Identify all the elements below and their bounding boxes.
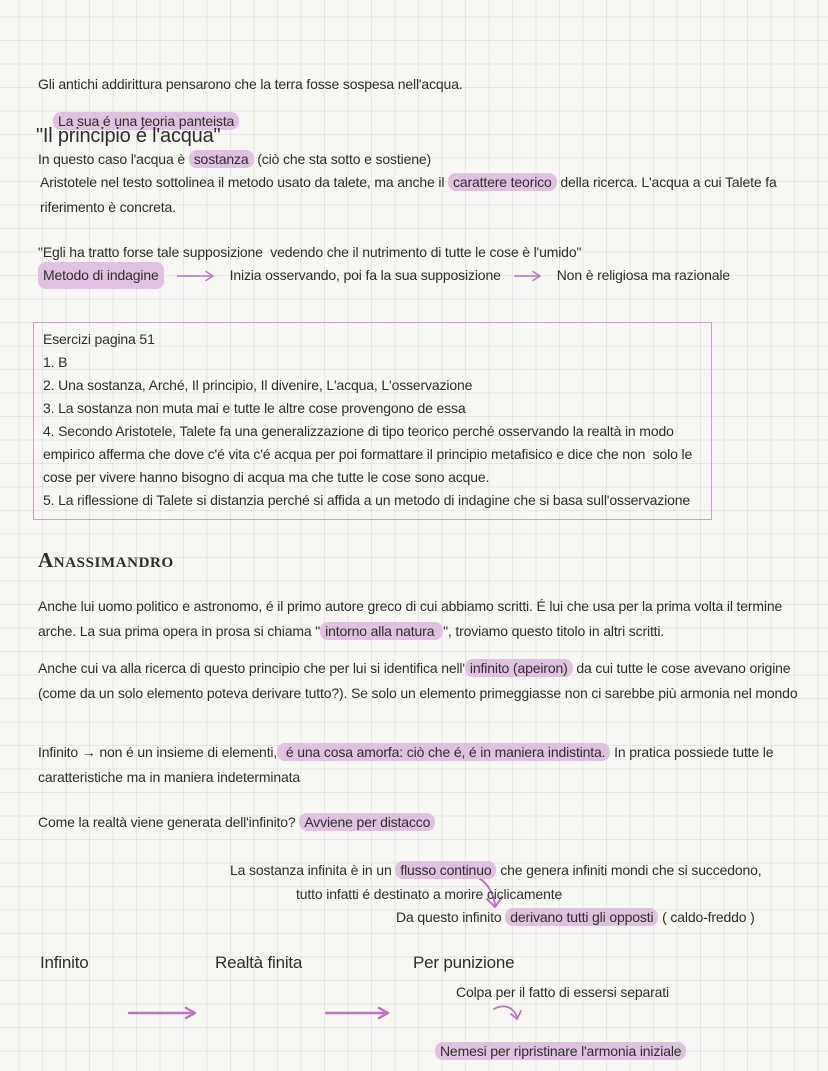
highlight-sostanza: sostanza bbox=[189, 150, 254, 168]
arrow-right-pink-icon bbox=[128, 956, 202, 1070]
aristotele-paragraph bbox=[40, 170, 812, 220]
diagram-node-per-punizione: Per punizione bbox=[413, 953, 515, 972]
humid-quote: "Egli ha tratto forse tale supposizione vedendo che il nutrimento di tutte le cose è l'umido" bbox=[38, 244, 582, 260]
principle-quote: "Il principio é l'acqua" bbox=[36, 125, 221, 147]
intro-line-2-post: (ciò che sta sotto e sostiene) bbox=[253, 151, 431, 167]
exercises-title: Esercizi pagina 51 bbox=[43, 331, 155, 347]
highlight-carattere-teorico: carattere teorico bbox=[448, 173, 557, 191]
intro-line-1: Gli antichi addirittura pensarono che la terra fosse sospesa nell'acqua. bbox=[38, 76, 463, 92]
intro-line-2-pre: In questo caso l'acqua è bbox=[38, 151, 189, 167]
exercise-item: 1. B bbox=[43, 354, 68, 370]
bio-post: ", troviamo questo titolo in altri scritti. bbox=[443, 623, 665, 639]
arrow-right-icon bbox=[176, 270, 218, 282]
highlight-cosa-amorfa: é una cosa amorfa: ciò che é, é in maniera indistinta. bbox=[277, 743, 610, 761]
amorfa-pre: Infinito → non é un insieme di elementi, bbox=[38, 744, 278, 760]
bio-pre: Anche lui uomo politico e astronomo, é il primo autore greco di cui abbiamo scritti. É lui che usa per la prima volta il termine arche. La sua prima opera in prosa si chiama " bbox=[38, 598, 786, 639]
apeiron-pre: Anche cui va alla ricerca di questo principio che per lui si identifica nell' bbox=[38, 660, 465, 676]
highlight-avviene-per-distacco: Avviene per distacco bbox=[299, 813, 435, 831]
amorfa-post: In pratica possiede tutte le caratteristiche ma in maniera indeterminata bbox=[38, 744, 778, 785]
highlight-flusso-continuo: flusso continuo bbox=[395, 861, 496, 879]
apeiron-paragraph bbox=[38, 656, 818, 706]
flux1-pre: La sostanza infinita è in un bbox=[230, 862, 396, 878]
method-step-1: Inizia osservando, poi fa la sua supposizione bbox=[229, 267, 501, 283]
flux-line-1 bbox=[230, 858, 762, 883]
exercise-item: 2. Una sostanza, Arché, Il principio, Il divenire, L'acqua, L'osservazione bbox=[43, 377, 473, 393]
highlight-derivano-opposti: derivano tutti gli opposti bbox=[505, 908, 658, 926]
method-step-2: Non è religiosa ma razionale bbox=[556, 267, 730, 283]
diagram-node-realta-finita: Realtà finita bbox=[215, 953, 303, 972]
exercise-item: 4. Secondo Aristotele, Talete fa una generalizzazione di tipo teorico perché osservando la realtà in modo empirico afferma che dove c'é vita c'é acqua per poi formattare il principio metafisico e dice che non solo le cose per vivere hanno bisogno di acqua ma che tutte le cose sono acque. bbox=[43, 423, 696, 485]
exercise-item: 3. La sostanza non muta mai e tutte le altre cose provengono de essa bbox=[43, 400, 466, 416]
amorfa-paragraph bbox=[38, 740, 822, 790]
flux1-post: che genera infiniti mondi che si succedono, bbox=[496, 862, 762, 878]
highlight-infinito-apeiron: infinito (apeiron) bbox=[465, 659, 573, 677]
arrow-right-pink-icon bbox=[325, 956, 395, 1070]
diagram-node-infinito: Infinito bbox=[40, 953, 89, 972]
highlight-intorno-alla-natura: intorno alla natura bbox=[320, 622, 443, 640]
arrow-right-icon bbox=[513, 270, 545, 282]
aristotele-pre: Aristotele nel testo sottolinea il metodo usato da talete, ma anche il bbox=[40, 174, 449, 190]
guilt-note: Colpa per il fatto di essersi separati bbox=[456, 984, 669, 1000]
apeiron-post: da cui tutte le cose avevano origine (come da un solo elemento poteva derivare tutto?). Se solo un elemento primeggiasse non ci sarebbe più armonia nel mondo bbox=[38, 660, 798, 701]
flux-line-2: tutto infatti é destinato a morire ciclicamente bbox=[296, 886, 563, 902]
flux-line-3 bbox=[396, 905, 755, 930]
highlight-nemesi: Nemesi per ripristinare l'armonia iniziale bbox=[435, 1042, 686, 1060]
exercise-item: 5. La riflessione di Talete si distanzia perché si affida a un metodo di indagine che si basa sull'osservazione bbox=[43, 492, 691, 508]
nemesis-note bbox=[420, 1014, 686, 1071]
flux3-pre: Da questo infinito bbox=[396, 909, 506, 925]
aristotele-post: della ricerca. L'acqua a cui Talete fa riferimento è concreta. bbox=[40, 174, 781, 215]
anassimandro-bio-paragraph bbox=[38, 594, 816, 644]
highlight-teoria-panteista: La sua é una teoria panteista bbox=[53, 112, 239, 130]
method-line bbox=[38, 262, 730, 289]
question-pre: Come la realtà viene generata dell'infinito? bbox=[38, 814, 300, 830]
flux3-post: ( caldo-freddo ) bbox=[658, 909, 755, 925]
highlight-metodo-di-indagine: Metodo di indagine bbox=[38, 262, 164, 289]
section-heading-anassimandro: Anassimandro bbox=[38, 548, 174, 572]
question-line bbox=[38, 810, 435, 835]
exercises-box bbox=[33, 322, 712, 520]
